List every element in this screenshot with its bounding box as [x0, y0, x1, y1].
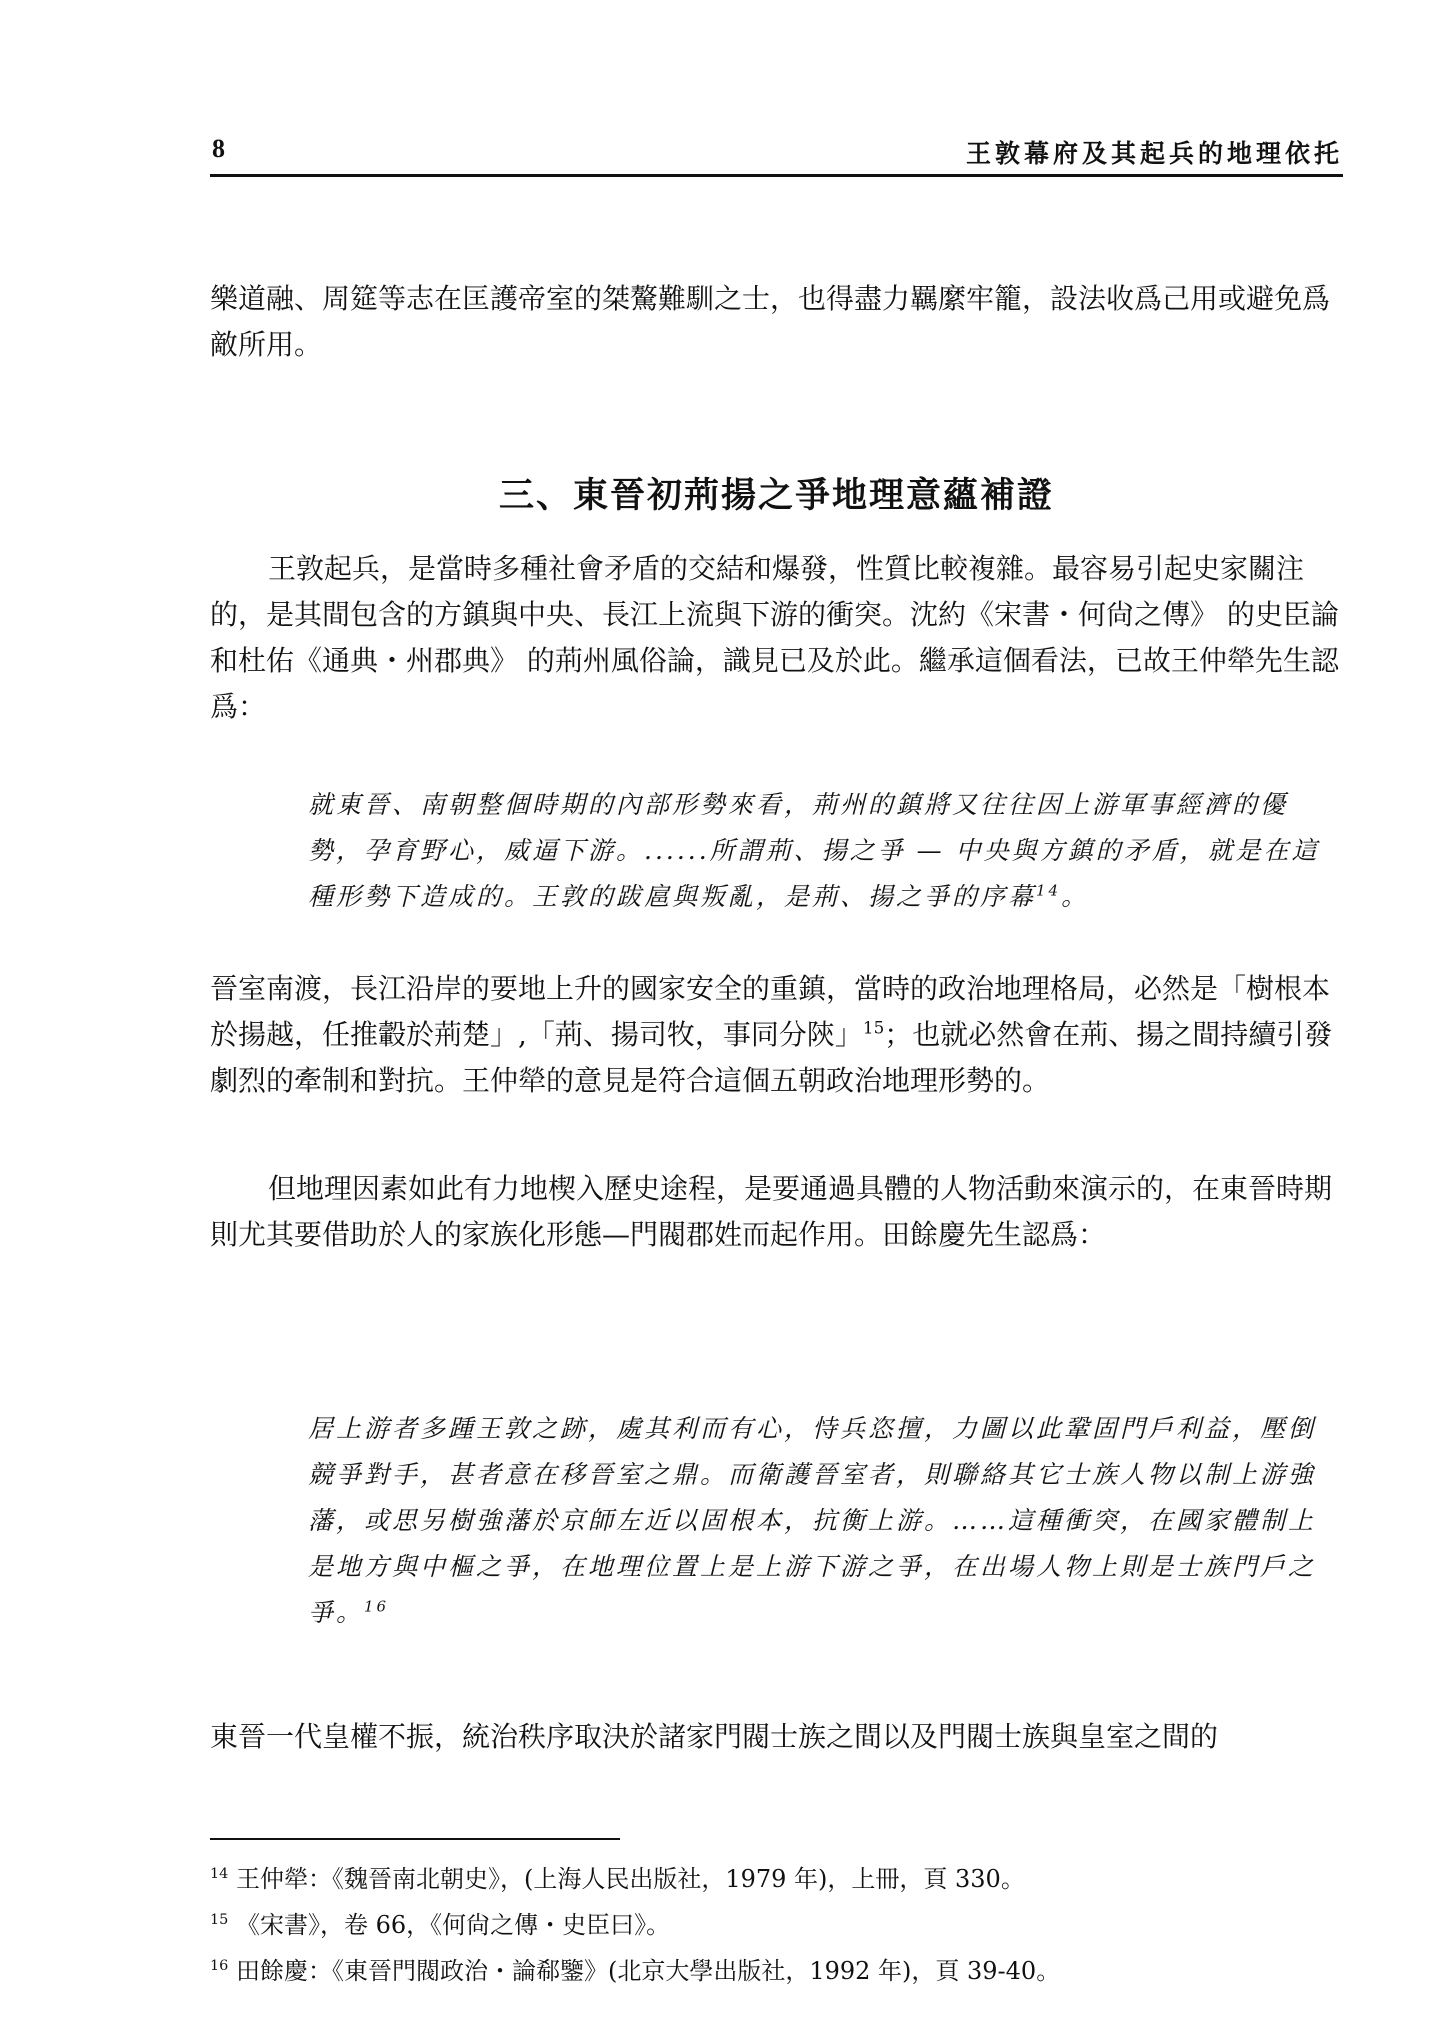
footnote-14: [210, 1864, 1343, 1894]
footnote-rule: [210, 1838, 620, 1840]
footnote-ref-15: 15: [862, 1017, 885, 1038]
footnote-text: 田餘慶：《東晉門閥政治・論郗鑒》(北京大學出版社，1992 年)，頁 39-40。: [235, 1957, 1061, 1985]
section-heading: 三、東晉初荊揚之爭地理意蘊補證: [498, 476, 1054, 516]
running-title: 王敦幕府及其起兵的地理依托: [965, 139, 1343, 168]
footnote-number: 14: [210, 1866, 229, 1882]
footnote-ref-14: 14: [1036, 881, 1062, 900]
footnote-16: [210, 1956, 1343, 1986]
quote-2-text: 居上游者多踵王敦之跡，處其利而有心，恃兵恣擅，力圖以此鞏固門戶利益，壓倒競爭對手，甚者意在移晉室之鼎。而衛護晉室者，則聯絡其它士族人物以制上游強藩，或思另樹強藩於京師左近以固根本，抗衡上游。……這種衝突，在國家體制上是地方與中樞之爭，在地理位置上是上游下游之爭，在出場人物上則是士族門戶之爭。: [308, 1414, 1317, 1627]
paragraph-3-tail: ；也就必然會在荊、揚之間持續引發劇烈的牽制和對抗。王仲犖的意見是符合這個五朝政治地理形勢的。: [210, 1018, 1333, 1097]
page-number: 8: [212, 134, 225, 163]
paragraph-3: [210, 966, 1343, 1104]
footnote-ref-16: 16: [364, 1597, 390, 1616]
footnote-text: 王仲犖：《魏晉南北朝史》，(上海人民出版社，1979 年)，上冊，頁 330。: [235, 1865, 1025, 1893]
paragraph-2: 王敦起兵，是當時多種社會矛盾的交結和爆發，性質比較複雜。最容易引起史家關注的，是其間包含的方鎮與中央、長江上流與下游的衝突。沈約《宋書・何尙之傳》 的史臣論和杜佑《通典・州郡典》 的荊州風俗論，識見已及於此。繼承這個看法，已故王仲犖先生認爲：: [210, 552, 1339, 723]
footnote-text: 《宋書》，卷 66，《何尙之傳・史臣曰》。: [235, 1911, 671, 1939]
quote-1-text: 就東晉、南朝整個時期的內部形勢來看，荊州的鎮將又往往因上游軍事經濟的優勢，孕育野心，威逼下游。......所謂荊、揚之爭 — 中央與方鎮的矛盾，就是在這種形勢下造成的。王敦的跋扈與叛亂，是荊、揚之爭的序幕: [308, 790, 1320, 911]
header-rule: [210, 174, 1343, 177]
footnote-15: [210, 1910, 1343, 1940]
paragraph-3-text: 晉室南渡，長江沿岸的要地上升的國家安全的重鎮，當時的政治地理格局，必然是「樹根本於揚越，任推轂於荊楚」,「荊、揚司牧，事同分陝」: [210, 972, 1331, 1051]
quote-1-tail: 。: [1061, 882, 1090, 911]
paragraph-5: 東晉一代皇權不振，統治秩序取決於諸家門閥士族之間以及門閥士族與皇室之間的: [210, 1720, 1219, 1753]
paragraph-4: 但地理因素如此有力地楔入歷史途程，是要通過具體的人物活動來演示的，在東晉時期則尤其要借助於人的家族化形態—門閥郡姓而起作用。田餘慶先生認爲：: [210, 1172, 1333, 1251]
block-quote-1: [308, 782, 1340, 920]
paragraph-1: 樂道融、周筵等志在匡護帝室的桀驁難馴之士，也得盡力羈縻牢籠，設法收爲己用或避免爲敵所用。: [210, 282, 1331, 361]
footnote-number: 15: [210, 1912, 229, 1928]
block-quote-2: [308, 1406, 1340, 1636]
footnote-number: 16: [210, 1958, 229, 1974]
